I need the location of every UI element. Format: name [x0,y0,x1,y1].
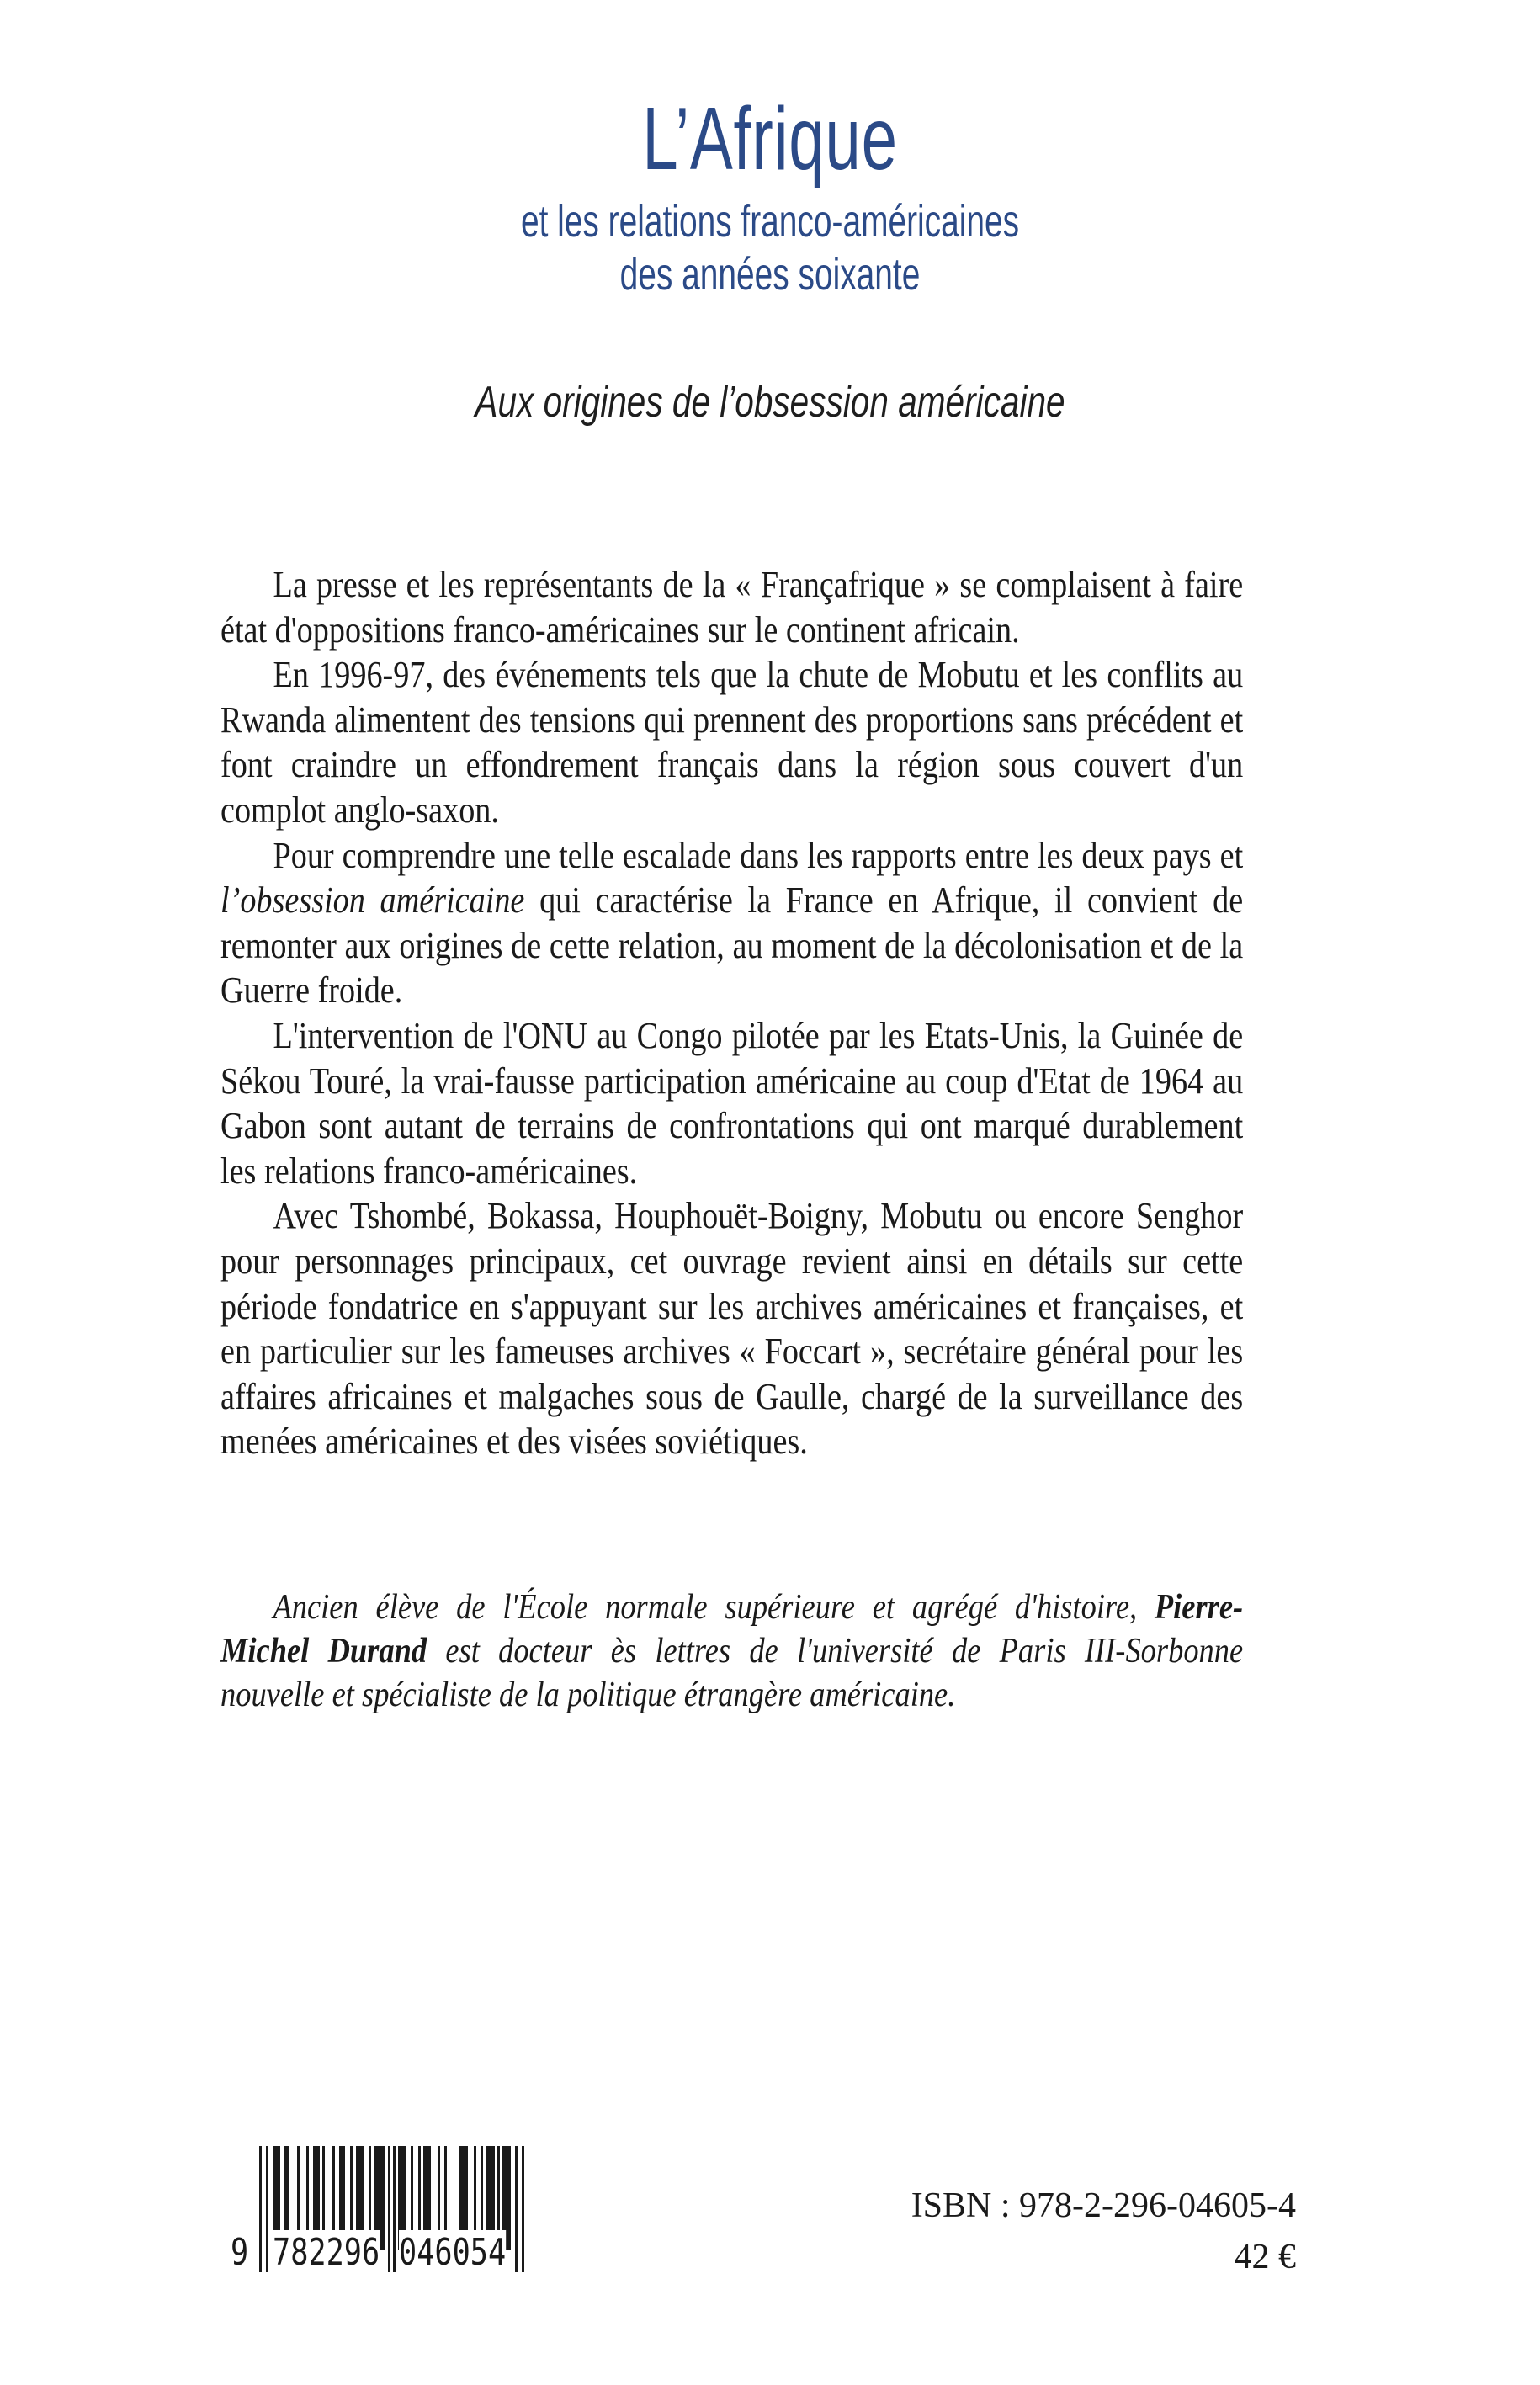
barcode-digit-prefix: 9 [231,2231,249,2274]
blurb-paragraph: L'intervention de l'ONU au Congo pilotée par les Etats-Unis, la Guinée de Sékou Touré, la vrai-fausse participation américaine au coup d'Etat de 1964 au Gabon sont autant de terrains de confrontations qui ont marqué durablement les relations franco-américaines. [220,1014,1244,1192]
subtitle-line: des années soixante [619,249,921,300]
barcode-digits [226,2230,621,2289]
book-subtitle [215,195,1325,301]
barcode-digit-right-group: 046054 [399,2231,507,2274]
bio-text: est docteur ès lettres de l'université de Paris III-Sorbonne nouvelle et spécialiste de la politique étrangère américaine. [220,1632,1244,1714]
author-bio [220,1586,1243,1717]
blurb-text: qui caractérise la France en Afrique, il convient de remonter aux origines de cette relation, au moment de la décolonisation et de la Guerre froide. [220,879,1244,1012]
blurb-emphasis: l’obsession américaine [220,879,525,922]
price-label: 42 € [1234,2238,1296,2276]
blurb-paragraph: Avec Tshombé, Bokassa, Houphouët-Boigny, Mobutu ou encore Senghor pour personnages principaux, cet ouvrage revient ainsi en détails sur cette période fondatrice en s'appuyant sur les archives américaines et françaises, et en particulier sur les fameuses archives « Foccart », secrétaire général pour les affaires africaines et malgaches sous de Gaulle, chargé de la surveillance des menées américaines et des visées soviétiques. [220,1195,1244,1463]
bio-text: Ancien élève de l'École normale supérieure et agrégé d'histoire, [273,1588,1155,1627]
author-bio-paragraph [220,1586,1243,1717]
subtitle-line: et les relations franco-américaines [520,196,1020,247]
blurb-paragraph [220,833,1243,1013]
barcode-digit-left-group: 782296 [273,2231,380,2274]
blurb-text: Pour comprendre une telle escalade dans les rapports entre les deux pays et [273,834,1244,876]
author-name: Pierre-Michel Durand [220,1588,1244,1671]
blurb-paragraph: En 1996-97, des événements tels que la chute de Mobutu et les conflits au Rwanda alimentent des tensions qui prennent des proportions sans précédent et font craindre un effondrement français dans la région sous couvert d'un complot anglo-saxon. [220,654,1244,831]
book-title: L’Afrique [642,89,898,189]
blurb [220,562,1243,1464]
isbn-label: ISBN : 978-2-296-04605-4 [911,2186,1296,2225]
book-tagline: Aux origines de l’obsession américaine [475,378,1065,427]
blurb-paragraph: La presse et les représentants de la « Françafrique » se complaisent à faire état d'oppositions franco-américaines sur le continent africain. [220,564,1244,651]
isbn-barcode [226,2138,621,2289]
